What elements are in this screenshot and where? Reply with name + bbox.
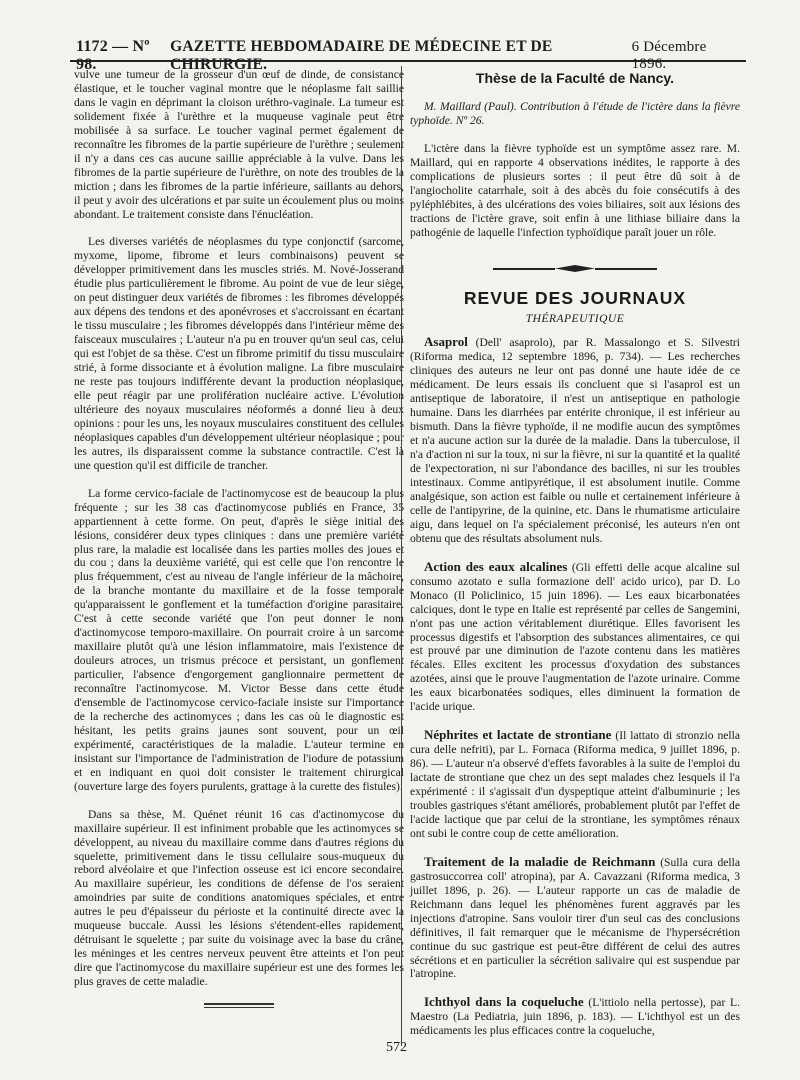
entry-text-nephrites: (Il lattato di stronzio nella cura delle nefriti), par L. Fornaca (Riforma medica, 9 juillet 1896, p. 86). — L'auteur n'a observé d'effets favorables à la suite de l'emploi du lactate de strontiane que chez un des sept malades chez lesquels il l'a expérimenté : il s'agissait d'un dyspeptique atteint d'albuminurie ; les troubles gastriques s'étant améliorés, probablement plutôt par l'effet de l'acide lactique que par celui de la strontiane, les symptômes rénaux ont subi le contre coup de cette amélioration. <box>410 729 741 840</box>
entry-text-asaprol: (Dell' asaprolo), par R. Massalongo et S. Silvestri (Riforma medica, 12 septembre 1896, p. 734). — Les recherches cliniques des auteurs ne leur ont pas donné une haute idée de ce médicament. De leurs essais ils concluent que si l'asaprol est un antiseptique de laboratoire, il n'est un antiseptique en pathologie humaine. Dans les diarrhées par entérite chronique, il est inférieur au bismuth. Dans la fièvre typhoïde, il ne modifie aucun des symptômes et n'a aucune action sur la durée de la maladie. Dans la tuberculose, il n'a d'action ni sur la toux, ni sur la fièvre, ni sur la quantité et la qualité de l'expectoration, ni sur l'abondance des bacilles, ni sur les troubles intestinaux. Comme antipyrétique, il est absolument inutile. Comme analgésique, son action est faible ou nulle et certainement inférieure à celle de l'antipyrine, de la quinine, etc. Dans le rhumatisme articulaire aigu, dans lequel on l'a spécialement préconisé, les auteurs n'en ont obtenu que des résultats absolument nuls. <box>410 336 740 545</box>
entry-text-eaux: (Gli effetti delle acque alcaline sul consumo azotato e sulla formazione dell' acido urico), par D. Lo Monaco (Il Policlinico, 15 juin 1896). — Les eaux bicarbonatées calciques, dont le type en Italie est représenté par celles de Sangemini, n'ont pas une action véritablement diurétique. Elles favorisent les processus digestifs et l'absorption des substances alimentaires, ce qui est prouvé par une diminution de l'azote contenu dans les matières fécales. Elles excitent les processus d'oxydation des substances azotées, ainsi que le prouve l'augmentation de l'azote urinaire. Comme les eaux bicarbonatées sodiques, elles diminuent la formation de l'acide urique. <box>410 560 740 714</box>
paragraph-actinomycose-maxillaire: Dans sa thèse, M. Quénet réunit 16 cas d'actinomycose du maxillaire supérieur. Il est infiniment probable que les actinomyces se développent, au niveau du maxillaire comme dans d'autres régions du squelette, primitivement dans le tissu cellulaire sous-muqueux du rebord alvéolaire et que l'infection osseuse est ici encore secondaire. Au maxillaire supérieur, les conditions de défense de l'os seraient amoindries par suite de conditions anatomiques spéciales, et entre autres le peu d'épaisseur du périoste et la continuité directe avec la muqueuse buccale. Aussi les lésions s'étendent-elles rapidement, détruisant le squelette ; par suite du voisinage avec la base du crâne, les méninges et les centres nerveux peuvent être atteints et l'on peut dire que l'actinomycose du maxillaire supérieur est une des formes les plus graves de cette maladie. <box>74 807 404 989</box>
entry-head-asaprol: Asaprol <box>424 334 468 350</box>
entry-eaux-alcalines <box>410 560 740 714</box>
page-number: 572 <box>386 1040 407 1055</box>
entry-text-ichthyol: (L'ittiolo nella pertosse), par L. Maestro (La Pediatria, juin 1896, p. 183). — L'ichthyol est un des médicaments les plus efficaces contre la coqueluche, <box>410 996 740 1038</box>
issue-date: 6 Décembre 1896. <box>631 39 707 72</box>
paragraph-actinomycose-cervico-faciale: La forme cervico-faciale de l'actinomycose est de beaucoup la plus fréquente ; sur les 38 cas d'actinomycose publiés en France, 35 appartiennent à cette forme. On peut, d'après le siège initial des lésions, considérer deux types cliniques : dans une première variété plus rare, la maladie est localisée dans les parties molles des joues et du cou ; dans la deuxième variété, qui est celle que l'on rencontre le plus fréquemment, c'est au niveau de l'angle inférieur de la mâchoire, de la branche montante du maxillaire et de la fosse temporale qu'apparaissent le gonflement et la tuméfaction d'origine parasitaire. C'est à cette seconde variété que l'on peut donner le nom d'actinomycose temporo-maxillaire. On pourrait croire à un sarcome maxillaire plutôt qu'à une lésion inflammatoire, mais l'existence de douleurs atroces, un trismus précoce et persistant, un gonflement particulier, l'absence d'engorgement ganglionnaire permettent de reconnaître l'actinomycose. M. Victor Besse dans cette étude d'ensemble de l'actinomycose cervico-faciale insiste sur l'importance de la recherche des actinomyces ; dans les cas où le diagnostic est hésitant, les petits grains jaunes sont souvent, pour un œil expérimenté, caractéristiques de la maladie. L'auteur termine en insistant sur l'importance de l'administration de l'iodure de potassium et en indiquant en quoi doit consister le traitement chirurgical (ouverture large des foyers purulents, grattage à la curette des fistules). <box>74 486 404 793</box>
paragraph-fibrome-uretre: vulve une tumeur de la grosseur d'un œuf de dinde, de consistance élastique, et le toucher vaginal montre que le néoplasme fait saillie dans le vagin en déprimant la cloison uréthro-vaginale. La tumeur est solidement fixée à l'urèthre et la muqueuse vaginale peut être mobilisée à sa surface. Le toucher vaginal permet également de reconnaître les fibromes de la partie supérieure de l'urèthre ; seulement il n'y a dans ces cas aucune saillie appréciable à la vulve. Dans les fibromes de la partie supérieure de l'urèthre, on note des troubles de la miction ; dans les fibromes de la partie inférieure, saillants au dehors, il peut y avoir des ulcérations et par suite un écoulement plus ou moins abondant. Le traitement consiste dans l'énucléation. <box>74 68 404 221</box>
right-column <box>410 68 740 1038</box>
left-column <box>74 68 404 1008</box>
entry-head-nephrites: Néphrites et lactate de strontiane <box>424 727 612 743</box>
section-title-these: Thèse de la Faculté de Nancy. <box>475 70 675 86</box>
entry-head-ichthyol: Ichthyol dans la coqueluche <box>424 994 584 1010</box>
maillard-reference: M. Maillard (Paul). Contribution à l'étude de l'ictère dans la fièvre typhoïde. Nº 26. <box>410 99 740 127</box>
end-rule-thin <box>204 1007 274 1008</box>
column-divider <box>401 66 402 1046</box>
maillard-summary: L'ictère dans la fièvre typhoïde est un symptôme assez rare. M. Maillard, qui en rapporte 4 observations inédites, le rapporte à des complications de plusieurs sortes : il peut être dû soit à de l'angiocholite catarrhale, soit à des abcès du foie consécutifs à des pyléphlébites, à des ulcérations des voies biliaires, soit aux lésions des tractions de l'ictère grave, soit enfin à une lithiase biliaire dans la pathogénie de laquelle l'infection typhoïdique paraît jouer un rôle. <box>410 141 740 239</box>
end-rule <box>204 1003 274 1005</box>
ornament-bar-left <box>493 268 555 270</box>
ornament-divider <box>410 264 740 274</box>
revue-des-journaux-title: REVUE DES JOURNAUX <box>463 287 687 308</box>
ornament-bar-right <box>595 268 657 270</box>
entry-reichmann <box>410 855 740 982</box>
entry-ichthyol <box>410 995 740 1038</box>
entry-nephrites <box>410 728 740 841</box>
subsection-therapeutique: THÉRAPEUTIQUE <box>525 313 625 326</box>
entry-text-reichmann: (Sulla cura della gastrosuccorrea coll' atropina), par A. Cavazzani (Riforma medica, 3 juillet 1896, p. 26). — L'auteur rapporte un cas de maladie de Reichmann dans lequel les phénomènes furent aggravés par les injections d'atropine. Sans vouloir tirer d'un seul cas des conclusions définitives, il fait remarquer que le mécanisme de l'hypersécrétion continue du suc gastrique est peut-être différent de celui des autres sécrétions et en particulier la sécrétion salivaire qui est suspendue par l'atropine. <box>410 855 740 981</box>
journal-title: GAZETTE HEBDOMADAIRE DE MÉDECINE ET DE CHIRURGIE. <box>170 38 553 73</box>
header-rule <box>70 60 746 62</box>
entry-head-eaux: Action des eaux alcalines <box>424 558 568 574</box>
page-label: 1172 — Nº 98. <box>76 38 150 73</box>
entry-head-reichmann: Traitement de la maladie de Reichmann <box>424 853 656 869</box>
entry-asaprol <box>410 335 740 545</box>
paragraph-fibrome-muscle: Les diverses variétés de néoplasmes du type conjonctif (sarcome, myxome, lipome, fibrome et leurs combinaisons) peuvent se développer primitivement dans les muscles striés. M. Nové-Josserand étudie plus particulièrement le fibrome. Au point de vue de leur siège, on peut distinguer deux variétés de fibromes : les fibromes développés aux dépens des tendons et des aponévroses et s'accroissant en écartant le tissu musculaire ; les fibromes développés dans l'intérieur même des faisceaux musculaires ; L'auteur n'a pu en trouver qu'un seul cas, celui qui est l'objet de sa thèse. C'est un fibrome primitif du tissu musculaire strié, à forme dissociante et à évolution maligne. La fibre musculaire ne reste pas toujours indifférente devant la production néoplasique, elle peut réagir par une prolifération nucléaire active. L'évolution ultérieure des noyaux musculaires néoformés a donné lieu à deux opinions : pour les uns, les noyaux musculaires constituent des cellules néoplasiques capables d'un développement ultérieur néoplasique ; pour les autres, ils disparaissent comme la substance contractile. C'est là une question qu'il est difficile de trancher. <box>74 235 404 472</box>
ornament-diamond <box>555 265 595 272</box>
